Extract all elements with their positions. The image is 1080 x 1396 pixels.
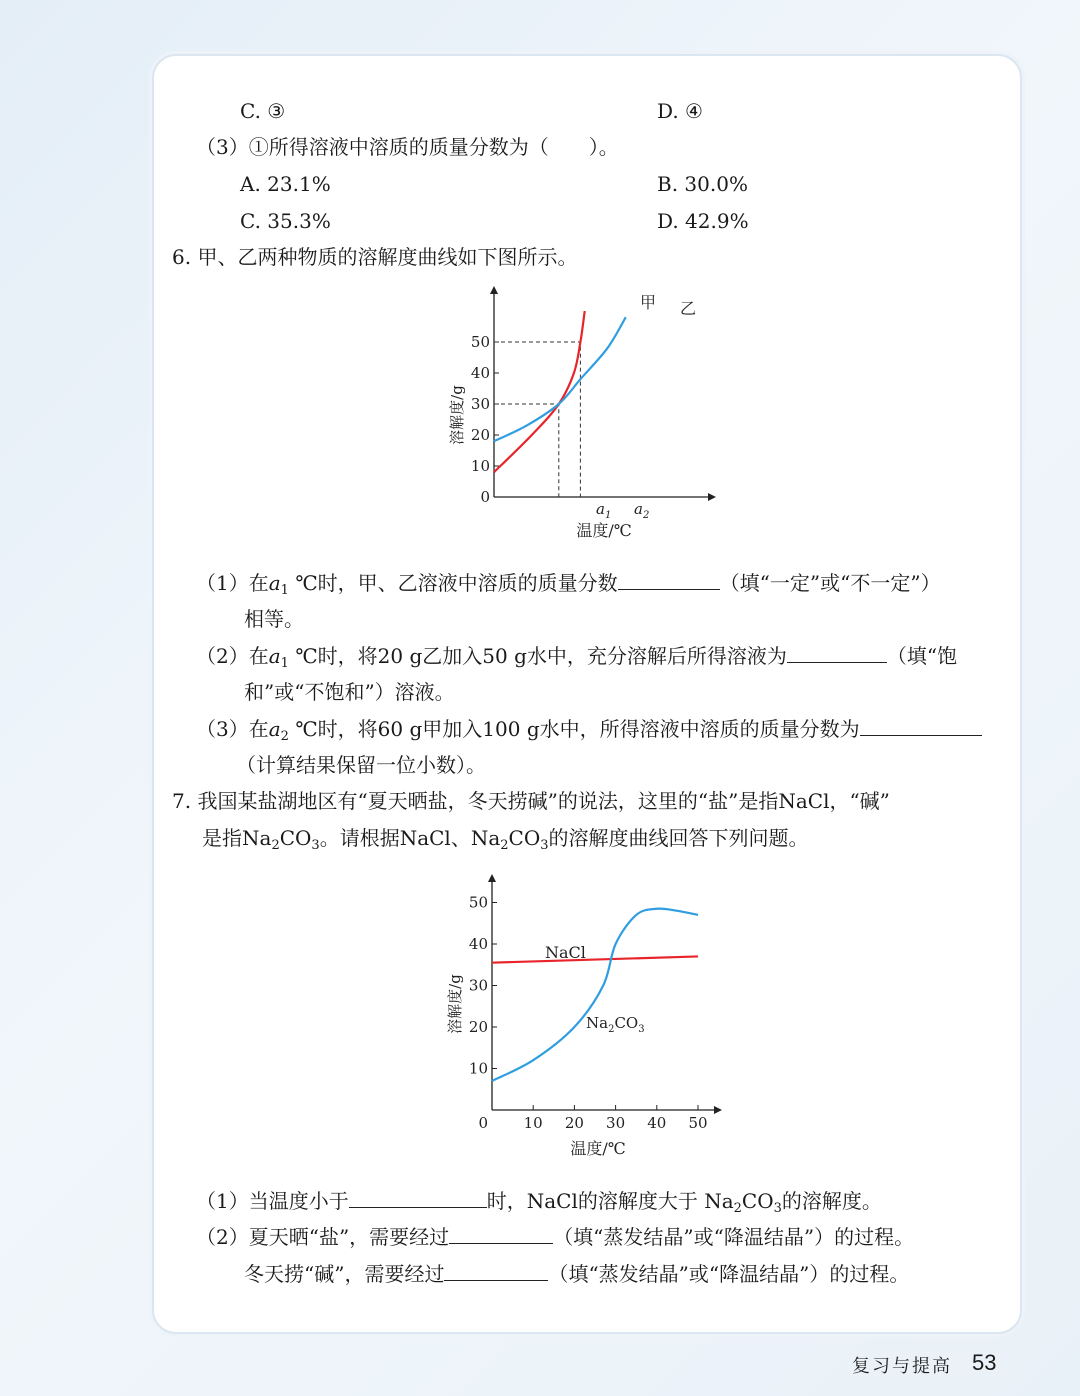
q6-p1-prefix: （1）在 <box>196 571 269 595</box>
q6-part3-line2: （计算结果保留一位小数）。 <box>236 753 486 777</box>
q7-part2-line2 <box>244 1260 909 1287</box>
chart1-series-yi-label: 乙 <box>680 299 697 318</box>
q7-p1-answer-blank[interactable] <box>349 1187 487 1208</box>
q6-p1-mid: ℃时，甲、乙溶液中溶质的质量分数 <box>295 571 618 595</box>
q6-stem: 6. 甲、乙两种物质的溶解度曲线如下图所示。 <box>172 245 578 269</box>
q7-stem-part-b: CO <box>279 826 312 850</box>
q5-option-d: D. ④ <box>657 99 703 123</box>
chart1-ytick-label: 40 <box>470 364 490 382</box>
q6-part2-line2: 和”或“不饱和”）溶液。 <box>244 680 455 704</box>
chart2-xtick-label: 0 <box>478 1114 488 1132</box>
q7-p1-sub2: 3 <box>773 1201 782 1216</box>
q5-sub3-option-d: D. 42.9% <box>657 209 749 233</box>
chart1-ytick-label: 10 <box>470 457 490 475</box>
chart1-axes <box>471 286 716 506</box>
q6-p1-sub: 1 <box>280 583 289 598</box>
q6-part1-line1 <box>196 569 941 604</box>
chart2-series-nacl-label: NaCl <box>545 943 586 962</box>
q7-stem-line2 <box>202 825 809 859</box>
chart2-ytick-label: 30 <box>468 976 488 995</box>
q7-stem-sub3: 2 <box>500 838 509 853</box>
q7-stem-sub1: 2 <box>271 838 280 853</box>
q6-p2-var: a <box>268 644 281 668</box>
q5-sub3-option-a: A. 23.1% <box>240 172 331 196</box>
q6-p2-suffix: （填“饱 <box>886 644 958 668</box>
chart1-series-yi-curve <box>494 317 626 441</box>
q7-stem-line1: 7. 我国某盐湖地区有“夏天晒盐，冬天捞碱”的说法，这里的“盐”是指NaCl，“碱” <box>172 789 890 813</box>
chart2-xtick-label: 10 <box>523 1114 543 1132</box>
chart1-xlabel: 温度/℃ <box>576 521 632 540</box>
q6-p2-mid: ℃时，将20 g乙加入50 g水中，充分溶解后所得溶液为 <box>295 644 787 668</box>
chart2-series-nacl-line <box>492 956 698 962</box>
q7-stem-part-e: 的溶解度曲线回答下列问题。 <box>548 826 809 850</box>
q5-sub3-text: （3）①所得溶液中溶质的质量分数为（ ）。 <box>196 135 619 159</box>
q6-p3-prefix: （3）在 <box>196 717 269 741</box>
chart2-xtick-label: 30 <box>606 1114 626 1132</box>
q6-p3-mid: ℃时，将60 g甲加入100 g水中，所得溶液中溶质的质量分数为 <box>295 717 860 741</box>
chart2-series-na2co3-label: $Na_2CO_3$ <box>586 1014 645 1035</box>
chart1-guide-a1 <box>494 404 559 497</box>
q6-p2-prefix: （2）在 <box>196 644 269 668</box>
chart2-y-arrow <box>488 874 496 882</box>
q5-option-c: C. ③ <box>240 99 286 123</box>
q6-part1-line2: 相等。 <box>244 607 304 631</box>
chart1-x-arrow <box>708 493 716 501</box>
chart2-xtick-label: 40 <box>647 1114 667 1132</box>
solubility-chart-1 <box>440 282 730 544</box>
chart1-ylabel: 溶解度/g <box>448 385 466 445</box>
chart2-marks <box>492 909 698 1081</box>
q6-p2-sub: 1 <box>280 656 289 671</box>
q7-p2-answer-blank-2[interactable] <box>444 1260 548 1281</box>
chart1-ytick-label: 30 <box>470 395 490 413</box>
q7-p2-prefix: （2）夏天晒“盐”，需要经过 <box>196 1225 450 1249</box>
q7-p1-co: CO <box>741 1189 774 1213</box>
chart1-y-arrow <box>490 286 498 294</box>
chart2-xtick-label: 50 <box>688 1114 708 1132</box>
q6-part2-line1 <box>196 642 957 677</box>
q6-part3-line1 <box>196 715 982 750</box>
chart2-xlabel: 温度/℃ <box>570 1139 626 1158</box>
q5-sub3-option-b: B. 30.0% <box>657 172 748 196</box>
chart1-ytick-label: 0 <box>480 488 490 506</box>
q6-p3-var: a <box>268 717 281 741</box>
solubility-chart-2 <box>440 868 730 1160</box>
footer-section-label: 复习与提高 <box>852 1356 952 1377</box>
chart1-ytick-label: 50 <box>470 333 490 351</box>
q7-p2-answer-blank-1[interactable] <box>449 1223 553 1244</box>
q7-p2-line2-prefix: 冬天捞“碱”，需要经过 <box>244 1262 445 1286</box>
chart2-x-arrow <box>714 1106 722 1114</box>
chart2-xtick-label: 20 <box>564 1114 584 1132</box>
q7-part2-line1 <box>196 1223 914 1250</box>
q7-p1-mid: 时，NaCl的溶解度大于 Na <box>486 1189 734 1213</box>
chart2-ytick-label: 20 <box>468 1018 488 1036</box>
q7-p2-suffix: （填“蒸发结晶”或“降温结晶”）的过程。 <box>553 1225 915 1249</box>
chart1-marks <box>494 311 626 497</box>
page-number: 53 <box>972 1350 997 1375</box>
chart2-ylabel: 溶解度/g <box>446 974 464 1034</box>
q7-stem-part-a: 是指Na <box>202 826 272 850</box>
chart1-ytick-label: 20 <box>470 426 490 444</box>
chart2-ytick-label: 10 <box>468 1059 488 1078</box>
q5-sub3-option-c: C. 35.3% <box>240 209 331 233</box>
q7-stem-sub4: 3 <box>540 838 549 853</box>
q7-stem-part-d: CO <box>508 826 541 850</box>
q7-p1-prefix: （1）当温度小于 <box>196 1189 349 1213</box>
q7-stem-part-c: 。请根据NaCl、Na <box>319 826 501 850</box>
q6-p1-answer-blank[interactable] <box>618 569 720 590</box>
q7-p2-line2-suffix: （填“蒸发结晶”或“降温结晶”）的过程。 <box>548 1262 910 1286</box>
q6-p3-sub: 2 <box>280 729 289 744</box>
q6-p1-var: a <box>268 571 281 595</box>
chart1-series-jia-label: 甲 <box>640 293 657 312</box>
chart2-ytick-label: 50 <box>468 893 488 912</box>
q6-p1-suffix: （填“一定”或“不一定”） <box>719 571 941 595</box>
q7-part1 <box>196 1187 882 1222</box>
q7-stem-sub2: 3 <box>311 838 320 853</box>
chart1-xtick-a1: $a_1$ <box>596 500 612 521</box>
q6-p3-answer-blank[interactable] <box>860 715 982 736</box>
chart2-series-na2co3-curve <box>492 909 698 1081</box>
chart2-ytick-label: 40 <box>468 935 488 953</box>
q6-p2-answer-blank[interactable] <box>787 642 887 663</box>
q7-p1-sub1: 2 <box>733 1201 742 1216</box>
q7-p1-suffix: 的溶解度。 <box>781 1189 882 1213</box>
chart1-xtick-a2: $a_2$ <box>634 500 650 521</box>
